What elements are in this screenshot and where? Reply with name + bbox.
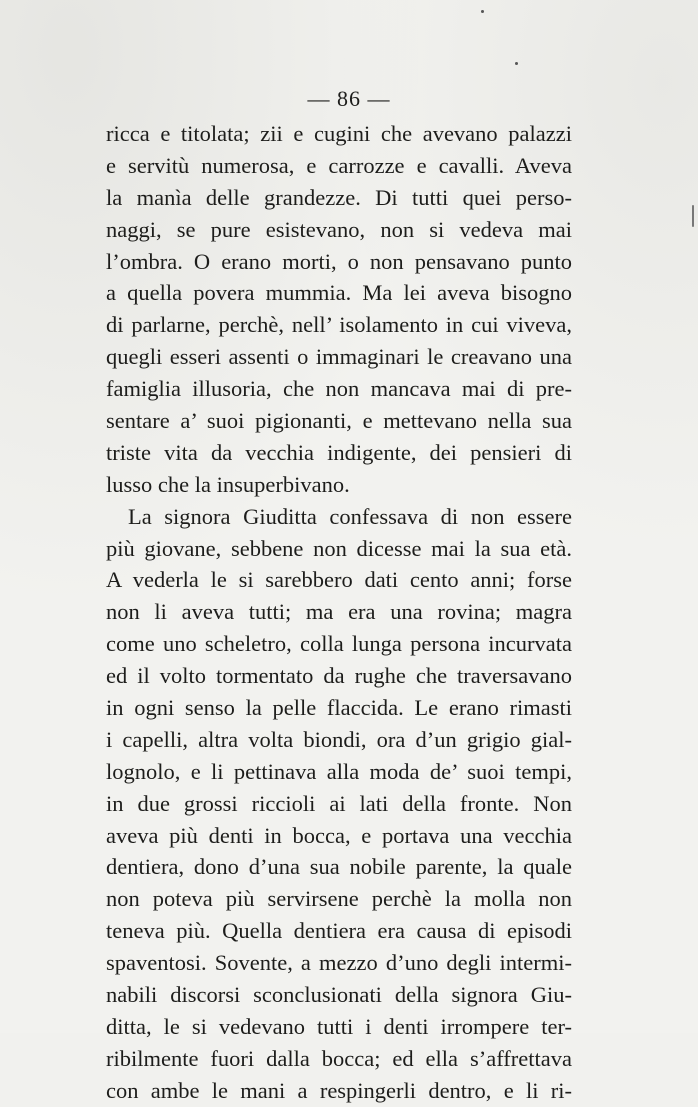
text-line: ricca e titolata; zii e cugini che avevano palazzi — [106, 121, 572, 146]
text-line: teneva più. Quella dentiera era causa di episodi — [106, 918, 572, 944]
text-line: quegli esseri assenti o immaginari le creavano una — [106, 344, 572, 370]
text-line: di parlarne, perchè, nell’ isolamento in cui viveva, — [106, 312, 572, 338]
text-line: triste vita da vecchia indigente, dei pensieri di — [106, 439, 572, 465]
text-line: a quella povera mummia. Ma lei aveva bisogno — [106, 280, 572, 306]
body-text — [106, 118, 572, 1107]
text-line: e servitù numerosa, e carrozze e cavalli. Aveva — [106, 152, 572, 178]
scan-speck — [481, 10, 484, 13]
text-line: in due grossi riccioli ai lati della fronte. Non — [106, 790, 572, 816]
text-line: sentare a’ suoi pigionanti, e mettevano nella sua — [106, 408, 572, 434]
text-line: naggi, se pure esistevano, non si vedeva mai — [106, 216, 572, 242]
text-line: in ogni senso la pelle flaccida. Le erano rimasti — [106, 695, 572, 721]
text-line: ribilmente fuori dalla bocca; ed ella s’affrettava — [106, 1045, 572, 1071]
text-line: la manìa delle grandezze. Di tutti quei perso- — [106, 184, 572, 210]
paragraph-start-line: La signora Giuditta confessava di non essere — [128, 503, 572, 529]
text-line: come uno scheletro, colla lunga persona incurvata — [106, 631, 572, 657]
paragraph-end-line: lusso che la insuperbivano. — [106, 471, 350, 497]
text-line: ed il volto tormentato da rughe che traversavano — [106, 663, 572, 689]
text-line: con ambe le mani a respingerli dentro, e li ri- — [106, 1077, 572, 1103]
text-line: ditta, le si vedevano tutti i denti irrompere ter- — [106, 1013, 572, 1039]
text-line: più giovane, sebbene non dicesse mai la sua età. — [106, 535, 572, 561]
text-line: nabili discorsi sconclusionati della signora Giu- — [106, 982, 572, 1008]
scan-speck — [692, 205, 694, 227]
page-number: — 86 — — [307, 86, 391, 111]
text-line: l’ombra. O erano morti, o non pensavano punto — [106, 248, 572, 274]
text-line: lognolo, e li pettinava alla moda de’ suoi tempi, — [106, 758, 572, 784]
text-line: aveva più denti in bocca, e portava una vecchia — [106, 822, 572, 848]
text-line: i capelli, altra volta biondi, ora d’un grigio gial- — [106, 726, 572, 752]
text-line: non poteva più servirsene perchè la molla non — [106, 886, 572, 912]
text-line: non li aveva tutti; ma era una rovina; magra — [106, 599, 572, 625]
text-line: famiglia illusoria, che non mancava mai di pre- — [106, 376, 572, 402]
text-line: A vederla le si sarebbero dati cento anni; forse — [106, 567, 572, 593]
text-line: spaventosi. Sovente, a mezzo d’uno degli intermi- — [106, 950, 572, 976]
text-line: dentiera, dono d’una sua nobile parente, la quale — [106, 854, 572, 880]
scan-speck — [515, 62, 518, 65]
